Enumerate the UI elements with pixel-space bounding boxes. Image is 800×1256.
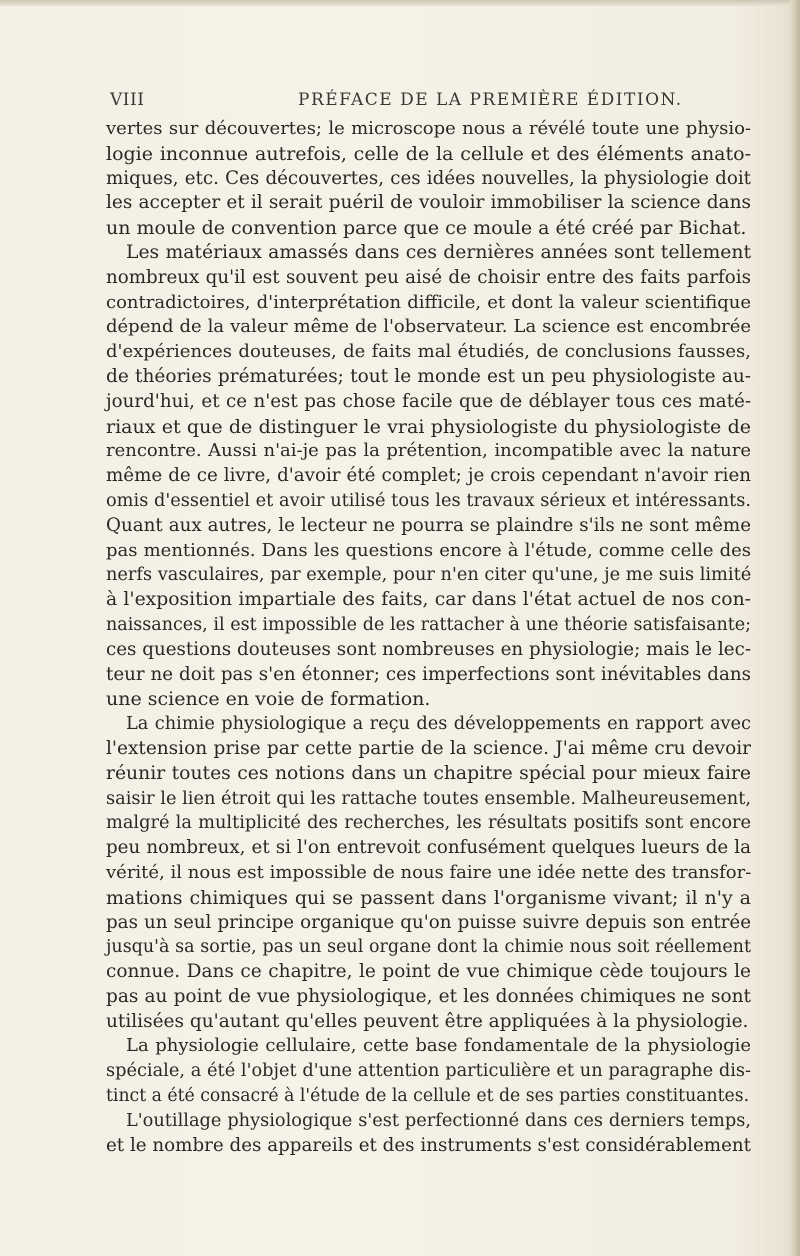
text-line: ces questions douteuses sont nombreuses en physiologie; mais le lec-	[106, 638, 751, 660]
page-header	[108, 86, 748, 116]
text-line: La chimie physiologique a reçu des développements en rapport avec	[126, 714, 751, 735]
text-line: à l'exposition impartiale des faits, car dans l'état actuel de nos con-	[106, 589, 751, 611]
text-line: utilisées qu'autant qu'elles peuvent être appliquées à la physiologie.	[106, 1010, 749, 1032]
text-line: pas un seul principe organique qu'on puisse suivre depuis son entrée	[106, 911, 751, 933]
text-line: et le nombre des appareils et des instruments s'est considérablement	[106, 1134, 751, 1156]
text-line: Les matériaux amassés dans ces dernières années sont tellement	[126, 241, 751, 263]
text-line: L'outillage physiologique s'est perfectionné dans ces derniers temps,	[126, 1110, 751, 1131]
text-line: connue. Dans ce chapitre, le point de vue chimique cède toujours le	[106, 961, 751, 983]
text-line: miques, etc. Ces découvertes, ces idées nouvelles, la physiologie doit	[106, 167, 751, 189]
text-line: même de ce livre, d'avoir été complet; je crois cependant n'avoir rien	[106, 465, 751, 487]
running-title: PRÉFACE DE LA PREMIÈRE ÉDITION.	[298, 90, 683, 110]
text-line: nombreux qu'il est souvent peu aisé de choisir entre des faits parfois	[106, 266, 751, 288]
text-line: nerfs vasculaires, par exemple, pour n'en citer qu'une, je me suis limité	[106, 565, 752, 586]
text-line: Quant aux autres, le lecteur ne pourra se plaindre s'ils ne sont même	[106, 514, 751, 536]
text-line: La physiologie cellulaire, cette base fondamentale de la physiologie	[126, 1035, 751, 1057]
text-line: omis d'essentiel et avoir utilisé tous les travaux sérieux et intéressants.	[106, 490, 751, 511]
page-top-edge	[0, 0, 800, 6]
text-line: rencontre. Aussi n'ai-je pas la prétention, incompatible avec la nature	[106, 440, 751, 462]
text-line: les accepter et il serait puéril de vouloir immobiliser la science dans	[106, 192, 751, 214]
text-line: jusqu'à sa sortie, pas un seul organe dont la chimie nous soit réellement	[106, 937, 751, 958]
text-line: spéciale, a été l'objet d'une attention particulière et un paragraphe dis-	[106, 1061, 751, 1082]
text-line: peu nombreux, et si l'on entrevoit confusément quelques lueurs de la	[106, 837, 751, 859]
text-line: tinct a été consacré à l'étude de la cellule et de ses parties constituantes.	[106, 1086, 750, 1107]
text-line: un moule de convention parce que ce moule a été créé par Bichat.	[106, 217, 747, 240]
text-line: jourd'hui, et ce n'est pas chose facile que de déblayer tous ces maté-	[106, 390, 751, 412]
page-right-edge	[790, 0, 800, 1256]
text-line: naissances, il est impossible de les rattacher à une théorie satisfaisante;	[106, 614, 751, 635]
text-line: riaux et que de distinguer le vrai physiologiste du physiologiste de	[106, 415, 751, 438]
text-line: contradictoires, d'interprétation difficile, et dont la valeur scientifique	[106, 291, 751, 313]
text-line: une science en voie de formation.	[106, 688, 431, 711]
text-line: mations chimiques qui se passent dans l'organisme vivant; il n'y a	[106, 886, 751, 909]
text-line: logie inconnue autrefois, celle de la cellule et des éléments anato-	[106, 142, 751, 165]
text-line: vérité, il nous est impossible de nous faire une idée nette des transfor-	[106, 861, 752, 883]
text-line: saisir le lien étroit qui les rattache toutes ensemble. Malheureusement,	[106, 788, 752, 809]
body-text	[106, 117, 751, 1158]
text-line: vertes sur découvertes; le microscope nous a révélé toute une physio-	[106, 118, 751, 139]
text-line: l'extension prise par cette partie de la science. J'ai même cru devoir	[106, 737, 751, 759]
text-line: pas mentionnés. Dans les questions encore à l'étude, comme celle des	[106, 539, 751, 561]
text-line: dépend de la valeur même de l'observateur. La science est encombrée	[106, 316, 751, 338]
text-line: d'expériences douteuses, de faits mal étudiés, de conclusions fausses,	[106, 341, 751, 363]
text-line: teur ne doit pas s'en étonner; ces imperfections sont inévitables dans	[106, 663, 751, 685]
text-line: pas au point de vue physiologique, et les données chimiques ne sont	[106, 985, 751, 1007]
text-line: malgré la multiplicité des recherches, les résultats positifs sont encore	[106, 813, 751, 834]
text-line: de théories prématurées; tout le monde est un peu physiologiste au-	[106, 365, 751, 387]
text-line: réunir toutes ces notions dans un chapitre spécial pour mieux faire	[106, 762, 751, 784]
page-number: VIII	[110, 90, 145, 110]
